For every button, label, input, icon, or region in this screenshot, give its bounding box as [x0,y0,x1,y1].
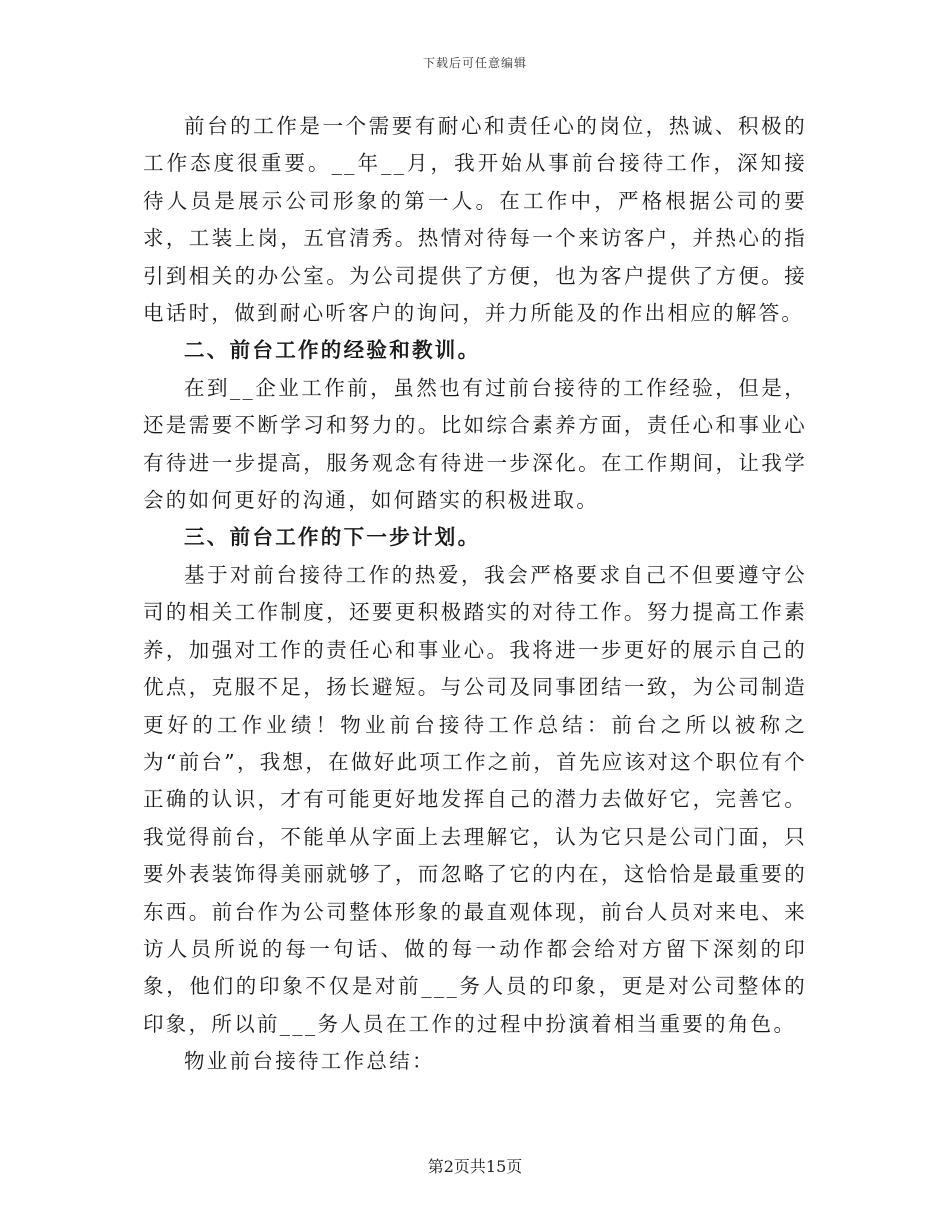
plan-paragraph: 基于对前台接待工作的热爱，我会严格要求自己不但要遵守公司的相关工作制度，还要更积极踏实的对待工作。努力提高工作素养，加强对工作的责任心和事业心。我将进一步更好的展示自己的优点，克服不足，扬长避短。与公司及同事团结一致，为公司制造更好的工作业绩！物业前台接待工作总结：前台之所以被称之为“前台”，我想，在做好此项工作之前，首先应该对这个职位有个正确的认识，才有可能更好地发挥自己的潜力去做好它，完善它。我觉得前台，不能单从字面上去理解它，认为它只是公司门面，只要外表装饰得美丽就够了，而忽略了它的内在，这恰恰是最重要的东西。前台作为公司整体形象的最直观体现，前台人员对来电、来访人员所说的每一句话、做的每一动作都会给对方留下深刻的印象，他们的印象不仅是对前___务人员的印象，更是对公司整体的印象，所以前___务人员在工作的过程中扮演着相当重要的角色。 [143,562,807,1036]
section-heading-experience: 二、前台工作的经验和教训。 [184,338,481,363]
experience-paragraph: 在到__企业工作前，虽然也有过前台接待的工作经验，但是，还是需要不断学习和努力的。比如综合素养方面，责任心和事业心有待进一步提高，服务观念有待进一步深化。在工作期间，让我学会的如何更好的沟通，如何踏实的积极进取。 [143,375,807,513]
summary-title-paragraph: 物业前台接待工作总结： [184,1049,435,1074]
document-body [143,108,807,1081]
page-header: 下载后可任意编辑 [422,56,527,70]
intro-paragraph: 前台的工作是一个需要有耐心和责任心的岗位，热诚、积极的工作态度很重要。__年__月，我开始从事前台接待工作，深知接待人员是展示公司形象的第一人。在工作中，严格根据公司的要求，工装上岗，五官清秀。热情对待每一个来访客户，并热心的指引到相关的办公室。为公司提供了方便，也为客户提供了方便。接电话时，做到耐心听客户的询问，并力所能及的作出相应的解答。 [143,114,807,326]
page-number-footer: 第2页共15页 [427,1157,523,1176]
section-heading-plan: 三、前台工作的下一步计划。 [184,525,481,550]
